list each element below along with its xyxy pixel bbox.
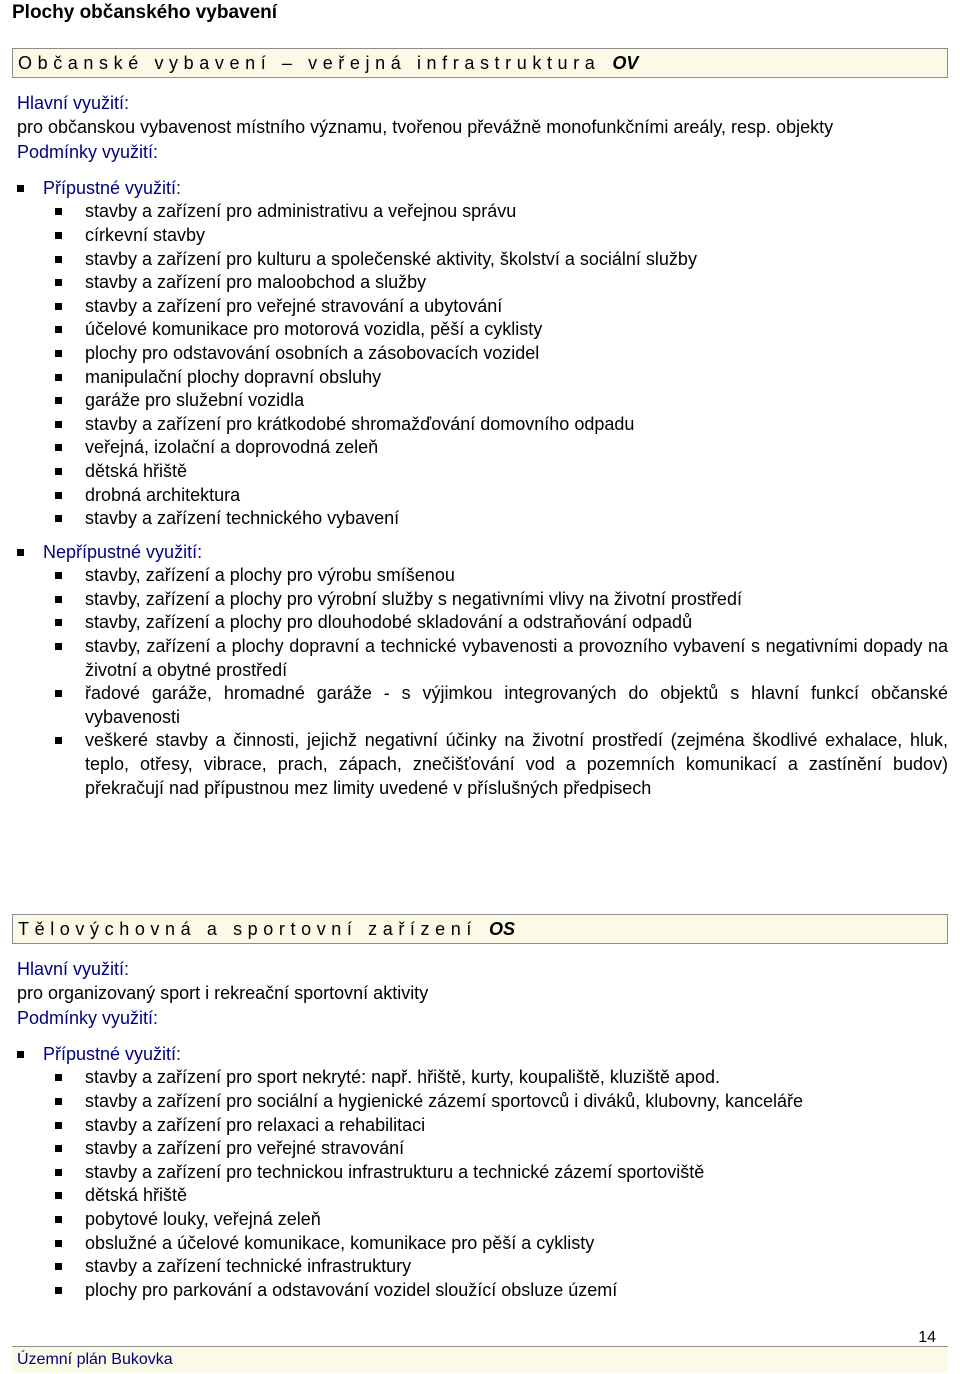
list-item	[12, 611, 948, 635]
bullet-icon	[55, 421, 62, 428]
section-os	[12, 914, 948, 1302]
bullet-icon	[55, 572, 62, 579]
section-header	[12, 48, 948, 78]
list-item	[12, 635, 948, 682]
bullet-icon	[55, 690, 62, 697]
list-item	[12, 366, 948, 390]
list-item-text: stavby a zařízení technického vybavení	[85, 508, 400, 529]
bullet-icon	[55, 1287, 62, 1294]
list-item	[12, 1137, 948, 1161]
list-item-text: plochy pro parkování a odstavování vozidel sloužící obsluze území	[85, 1279, 618, 1300]
page-number: 14	[918, 1329, 936, 1346]
list-item-text: stavby a zařízení pro veřejné stravování	[85, 1138, 405, 1159]
main-use-text: pro občanskou vybavenost místního významu, tvořenou převážně monofunkčními areály, resp. objekty	[17, 116, 834, 137]
bullet-icon	[55, 737, 62, 744]
bullet-icon	[55, 643, 62, 650]
list-item	[12, 460, 948, 484]
list-item	[12, 248, 948, 272]
section-code: OS	[488, 919, 515, 939]
bullet-icon	[55, 350, 62, 357]
forbidden-group	[12, 541, 948, 565]
bullet-icon	[55, 208, 62, 215]
bullet-icon	[55, 1192, 62, 1199]
list-item-text: stavby a zařízení pro administrativu a veřejnou správu	[85, 201, 517, 222]
bullet-icon	[55, 1122, 62, 1129]
bullet-icon	[55, 326, 62, 333]
list-item	[12, 1232, 948, 1256]
main-use-label: Hlavní využití:	[17, 959, 130, 979]
bullet-icon	[55, 1169, 62, 1176]
bullet-icon	[55, 596, 62, 603]
list-item-text: stavby a zařízení pro maloobchod a služby	[85, 272, 427, 293]
list-item	[12, 507, 948, 531]
list-item	[12, 484, 948, 508]
list-item-text: dětská hřiště	[85, 460, 188, 481]
list-item	[12, 1208, 948, 1232]
list-item-text: stavby, zařízení a plochy pro výrobu smíšenou	[85, 565, 455, 586]
list-item	[12, 1184, 948, 1208]
list-item	[12, 389, 948, 413]
section-name: Občanské vybavení – veřejná infrastruktura	[18, 53, 601, 73]
list-item	[12, 564, 948, 588]
main-use-label: Hlavní využití:	[17, 93, 130, 113]
list-item	[12, 1255, 948, 1279]
bullet-icon	[55, 492, 62, 499]
list-item-text: řadové garáže, hromadné garáže - s výjimkou integrovaných do objektů s hlavní funkcí občanské vybavenosti	[85, 683, 948, 727]
list-item	[12, 271, 948, 295]
list-item	[12, 1114, 948, 1138]
bullet-icon	[55, 256, 62, 263]
section-code: OV	[612, 53, 639, 73]
permitted-label: Přípustné využití:	[43, 177, 182, 198]
footer	[12, 1346, 948, 1373]
page-title: Plochy občanského vybavení	[12, 2, 278, 23]
list-item-text: stavby a zařízení pro sport nekryté: např. hřiště, kurty, koupaliště, kluziště apod.	[85, 1067, 720, 1088]
list-item	[12, 1090, 948, 1114]
list-item-text: stavby, zařízení a plochy dopravní a technické vybavenosti a provozního vybavení s negativními dopady na životní a obytné prostředí	[85, 636, 948, 680]
list-item-text: stavby a zařízení pro krátkodobé shromažďování domovního odpadu	[85, 413, 635, 434]
list-item	[12, 1161, 948, 1185]
permitted-label: Přípustné využití:	[43, 1043, 182, 1064]
bullet-icon	[55, 1074, 62, 1081]
main-use-text: pro organizovaný sport i rekreační sportovní aktivity	[17, 982, 429, 1003]
list-item	[12, 200, 948, 224]
bullet-icon	[55, 1240, 62, 1247]
bullet-icon	[17, 1051, 24, 1058]
list-item-text: stavby a zařízení pro veřejné stravování a ubytování	[85, 295, 503, 316]
list-item-text: stavby a zařízení technické infrastruktury	[85, 1256, 412, 1277]
section-name: Tělovýchovná a sportovní zařízení	[18, 919, 477, 939]
bullet-icon	[55, 1145, 62, 1152]
list-item-text: manipulační plochy dopravní obsluhy	[85, 366, 382, 387]
permitted-list	[12, 1066, 948, 1302]
bullet-icon	[55, 374, 62, 381]
list-item-text: stavby a zařízení pro relaxaci a rehabilitaci	[85, 1114, 426, 1135]
list-item-text: veřejná, izolační a doprovodná zeleň	[85, 437, 379, 458]
list-item	[12, 295, 948, 319]
bullet-icon	[55, 1216, 62, 1223]
list-item-text: účelové komunikace pro motorová vozidla, pěší a cyklisty	[85, 319, 543, 340]
bullet-icon	[55, 619, 62, 626]
bullet-icon	[17, 185, 24, 192]
list-item	[12, 413, 948, 437]
list-item-text: dětská hřiště	[85, 1185, 188, 1206]
bullet-icon	[17, 549, 24, 556]
footer-text: Územní plán Bukovka	[17, 1351, 173, 1368]
list-item	[12, 682, 948, 729]
forbidden-label: Nepřípustné využití:	[43, 541, 203, 562]
bullet-icon	[55, 279, 62, 286]
list-item-text: církevní stavby	[85, 224, 206, 245]
list-item	[12, 224, 948, 248]
list-item	[12, 729, 948, 800]
bullet-icon	[55, 232, 62, 239]
bullet-icon	[55, 397, 62, 404]
bullet-icon	[55, 444, 62, 451]
permitted-list	[12, 200, 948, 530]
list-item-text: veškeré stavby a činnosti, jejichž negativní účinky na životní prostředí (zejména škodlivé exhalace, hluk, teplo, otřesy, vibrace, prach, zápach, znečišťování vod a pozemních komunikací a zastínění budov) překračují nad přípustnou mez limity uvedené v příslušných předpisech	[85, 730, 948, 798]
bullet-icon	[55, 303, 62, 310]
list-item-text: obslužné a účelové komunikace, komunikace pro pěší a cyklisty	[85, 1232, 595, 1253]
bullet-icon	[55, 515, 62, 522]
bullet-icon	[55, 468, 62, 475]
bullet-icon	[55, 1098, 62, 1105]
list-item	[12, 1279, 948, 1303]
list-item-text: plochy pro odstavování osobních a zásobovacích vozidel	[85, 342, 540, 363]
section-header	[12, 914, 948, 944]
list-item	[12, 342, 948, 366]
bullet-icon	[55, 1263, 62, 1270]
list-item	[12, 588, 948, 612]
list-item-text: drobná architektura	[85, 484, 241, 505]
permitted-group	[12, 177, 948, 201]
permitted-group	[12, 1043, 948, 1067]
list-item-text: garáže pro služební vozidla	[85, 390, 305, 411]
conditions-label: Podmínky využití:	[17, 142, 159, 163]
forbidden-list	[12, 564, 948, 800]
list-item-text: stavby a zařízení pro kulturu a společenské aktivity, školství a sociální služby	[85, 248, 697, 269]
list-item-text: stavby a zařízení pro sociální a hygienické zázemí sportovců i diváků, klubovny, kanceláře	[85, 1090, 804, 1111]
list-item-text: pobytové louky, veřejná zeleň	[85, 1208, 321, 1229]
list-item	[12, 436, 948, 460]
section-ov	[12, 48, 948, 800]
list-item-text: stavby, zařízení a plochy pro výrobní služby s negativními vlivy na životní prostředí	[85, 588, 742, 609]
list-item-text: stavby, zařízení a plochy pro dlouhodobé skladování a odstraňování odpadů	[85, 612, 693, 633]
list-item	[12, 318, 948, 342]
list-item	[12, 1066, 948, 1090]
list-item-text: stavby a zařízení pro technickou infrastrukturu a technické zázemí sportoviště	[85, 1161, 705, 1182]
conditions-label: Podmínky využití:	[17, 1008, 159, 1029]
